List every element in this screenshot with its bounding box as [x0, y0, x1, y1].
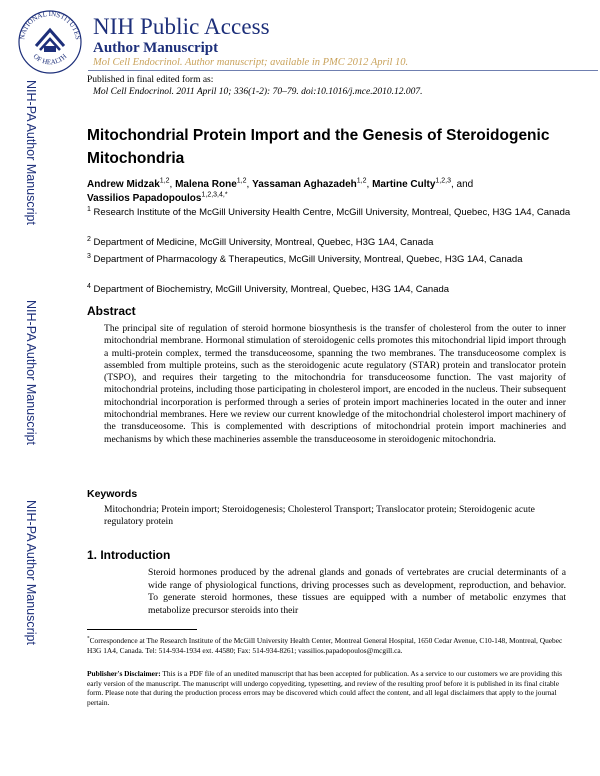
header-title: NIH Public Access [93, 14, 270, 39]
footnote-rule [87, 629, 197, 630]
author-name: Andrew Midzak [87, 179, 160, 190]
author-name: Vassilios Papadopoulos [87, 193, 202, 204]
affiliation [87, 206, 577, 219]
published-label: Published in final edited form as: [87, 75, 214, 85]
abstract-heading: Abstract [87, 304, 136, 318]
author-affil: 1,2,3 [435, 177, 451, 185]
title-line-2: Mitochondria [87, 150, 185, 167]
logo-text-bottom: OF HEALTH [31, 52, 69, 67]
affiliation [87, 283, 577, 296]
publisher-disclaimer [87, 669, 567, 707]
author-name: Yassaman Aghazadeh [252, 179, 357, 190]
author-name: Malena Rone [175, 179, 237, 190]
affiliation-num: 1 [87, 205, 91, 213]
svg-text:NATIONAL INSTITUTES [18, 10, 82, 40]
article-title [87, 124, 567, 170]
header-subtitle: Author Manuscript [93, 40, 219, 56]
author-affil: 1,2 [159, 177, 170, 185]
nih-logo [14, 6, 86, 74]
header-rule [88, 70, 598, 71]
citation-text: Mol Cell Endocrinol. 2011 April 10; 336(1-2): 70–79. doi:10.1016/j.mce.2010.12.007. [93, 87, 423, 97]
correspondence-text: Correspondence at The Research Institute of the McGill University Health Center, Montreal General Hospital, 1650 Cedar Avenue, C10-148, Montreal, Quebec H3G 1A4, Canada. Tel: 514-934-1934 ext. 44580; Fax: 514-934-8261; vassilios.papadopoulos@mcgill.ca. [87, 636, 563, 655]
author-affil: 1,2,3,4,* [201, 191, 228, 199]
keywords-text: Mitochondria; Protein import; Steroidogenesis; Cholesterol Transport; Translocator protein; Steroidogenic acute regulatory protein [104, 504, 535, 528]
disclaimer-label: Publisher's Disclaimer: [87, 669, 161, 678]
abstract-text: The principal site of regulation of steroid hormone biosynthesis is the transfer of cholesterol from the outer to inner mitochondrial membrane. Hormonal stimulation of steroidogenic cells promotes this mitochondrial lipid import through a multi-protein complex, termed the transduceosome, spanning the two membranes. The transduceosome complex is assembled from multiple proteins, such as the steroidogenic acute regulatory (STAR) protein and translocator protein (TSPO), and requires their targeting to the mitochondria for transduceosome function. The vast majority of mitochondrial proteins, including those participating in cholesterol import, are encoded in the nucleus. Their subsequent mitochondrial incorporation is performed through a series of protein import machineries located in the outer and inner mitochondrial membranes. Here we review our current knowledge of the mitochondrial cholesterol import machinery of the transduceosome. This is complemented with descriptions of mitochondrial protein import machineries and mechanisms by which these machineries assemble the transduceosome in steroidogenic mitochondria. [104, 323, 566, 445]
citation [93, 87, 422, 97]
affiliation-num: 3 [87, 252, 91, 260]
author-affil: 1,2 [356, 177, 367, 185]
side-label-1: NIH-PA Author Manuscript [24, 80, 38, 225]
affiliation-text: Department of Medicine, McGill University, Montreal, Quebec, H3G 1A4, Canada [93, 237, 434, 248]
author-list: Andrew Midzak$^{1,2}$, Malena Rone$^{1,2}$, Yassaman Aghazadeh$^{1,2}$, Martine Culty$^{1,2,3}$, and Vassilios Papadopoulos$^{1,2,3,4,*}$ [87, 177, 474, 204]
affiliation-num: 4 [87, 282, 91, 290]
svg-text:OF HEALTH [32, 52, 69, 66]
introduction-text: Steroid hormones produced by the adrenal glands and gonads of vertebrates are crucial determinants of a wide range of physiological functions, driving processes such as development, reproduction, and behavior. To generate steroid hormones, these tissues are equipped with a number of metabolic enzymes that metabolize precursor steroids into their [148, 567, 566, 616]
journal-availability-line: Mol Cell Endocrinol. Author manuscript; available in PMC 2012 April 10. [93, 57, 409, 68]
logo-text-top: NATIONAL INSTITUTES [18, 9, 82, 41]
affiliation-text: Department of Pharmacology & Therapeutics, McGill University, Montreal, Quebec, H3G 1A4, Canada [93, 254, 523, 265]
disclaimer-text: This is a PDF file of an unedited manuscript that has been accepted for publication. As a service to our customers we are providing this early version of the manuscript. The manuscript will undergo copyediting, typesetting, and review of the resulting proof before it is published in its final citable form. Please note that during the production process errors may be discovered which could affect the content, and all legal disclaimers that apply to the journal pertain. [87, 669, 563, 707]
affiliation-num: 2 [87, 235, 91, 243]
and-word: and [456, 179, 474, 190]
side-label-3: NIH-PA Author Manuscript [24, 500, 38, 645]
footnote-mark: * [87, 635, 90, 642]
title-line-1: Mitochondrial Protein Import and the Genesis of Steroidogenic [87, 127, 550, 144]
keywords-heading: Keywords [87, 488, 138, 500]
correspondence-footnote [87, 636, 567, 655]
author-name: Martine Culty [372, 179, 436, 190]
affiliation-text: Department of Biochemistry, McGill University, Montreal, Quebec, H3G 1A4, Canada [93, 284, 450, 295]
affiliation-text: Research Institute of the McGill University Health Centre, McGill University, Montreal, Quebec, H3G 1A4, Canada [93, 207, 571, 218]
introduction-heading: 1. Introduction [87, 548, 171, 562]
author-affil: 1,2 [236, 177, 247, 185]
side-label-2: NIH-PA Author Manuscript [24, 300, 38, 445]
affiliation [87, 253, 577, 266]
affiliation [87, 236, 577, 249]
